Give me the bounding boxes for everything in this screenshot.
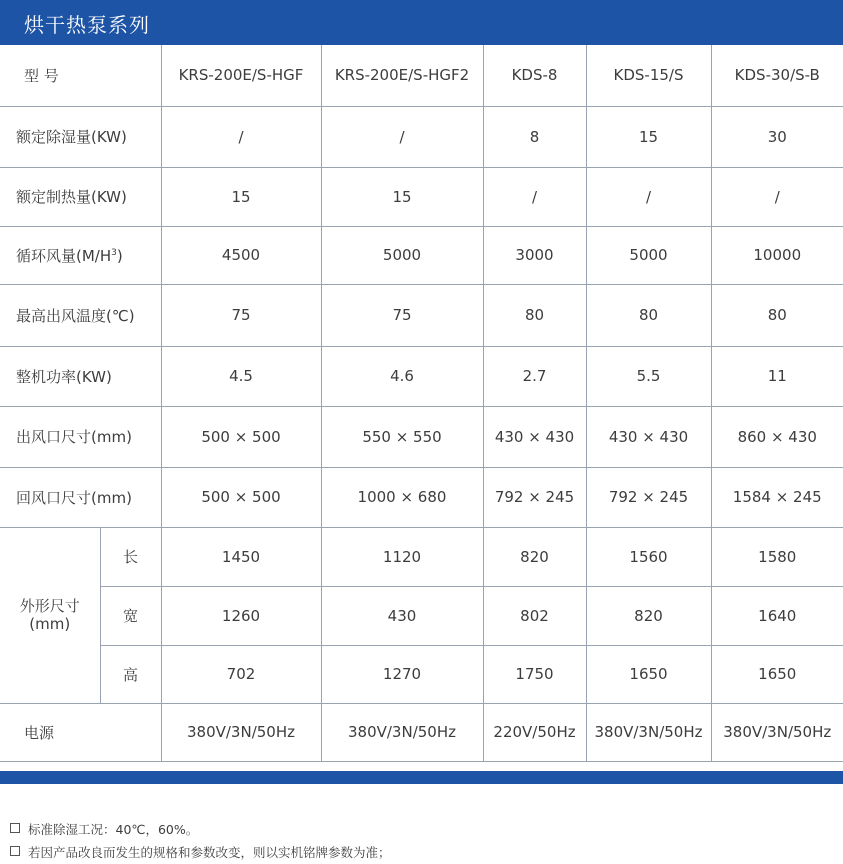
model-cell: KRS-200E/S-HGF2 bbox=[321, 45, 483, 106]
dimension-label-line2: (mm) bbox=[29, 615, 71, 633]
value-cell: 11 bbox=[711, 346, 843, 406]
value-cell: 30 bbox=[711, 106, 843, 167]
page-title: 烘干热泵系列 bbox=[24, 13, 150, 37]
model-cell: KDS-15/S bbox=[586, 45, 711, 106]
spec-table bbox=[0, 45, 843, 762]
table-row bbox=[0, 226, 843, 284]
model-cell: KDS-8 bbox=[483, 45, 586, 106]
row-label bbox=[0, 226, 161, 284]
row-label: 回风口尺寸(mm) bbox=[0, 467, 161, 527]
value-cell: 500 × 500 bbox=[161, 467, 321, 527]
value-cell: 5000 bbox=[321, 226, 483, 284]
value-cell: / bbox=[321, 106, 483, 167]
value-cell: 430 × 430 bbox=[483, 406, 586, 467]
value-cell: 1640 bbox=[711, 586, 843, 645]
model-cell: KRS-200E/S-HGF bbox=[161, 45, 321, 106]
note-item bbox=[10, 841, 391, 864]
value-cell: 15 bbox=[586, 106, 711, 167]
note-item bbox=[10, 818, 391, 841]
value-cell: / bbox=[586, 167, 711, 226]
value-cell: 4.5 bbox=[161, 346, 321, 406]
model-cell: KDS-30/S-B bbox=[711, 45, 843, 106]
row-label: 最高出风温度(℃) bbox=[0, 284, 161, 346]
value-cell: / bbox=[711, 167, 843, 226]
value-cell: 1120 bbox=[321, 527, 483, 586]
table-row bbox=[0, 406, 843, 467]
notes bbox=[10, 818, 391, 864]
dimension-row bbox=[0, 527, 843, 586]
dimension-row bbox=[0, 645, 843, 703]
value-cell: 1750 bbox=[483, 645, 586, 703]
value-cell: 1450 bbox=[161, 527, 321, 586]
value-cell: 820 bbox=[483, 527, 586, 586]
table-row bbox=[0, 106, 843, 167]
row-label: 额定除湿量(KW) bbox=[0, 106, 161, 167]
value-cell: 430 bbox=[321, 586, 483, 645]
model-row bbox=[0, 45, 843, 106]
value-cell: 5000 bbox=[586, 226, 711, 284]
row-label-text: 循环风量(M/H bbox=[16, 246, 112, 265]
value-cell: / bbox=[483, 167, 586, 226]
table-row bbox=[0, 346, 843, 406]
dimension-row bbox=[0, 586, 843, 645]
value-cell: 430 × 430 bbox=[586, 406, 711, 467]
value-cell: 1584 × 245 bbox=[711, 467, 843, 527]
checkbox-icon bbox=[10, 846, 20, 856]
value-cell: 8 bbox=[483, 106, 586, 167]
value-cell: 75 bbox=[321, 284, 483, 346]
value-cell: 380V/3N/50Hz bbox=[161, 703, 321, 761]
model-label: 型 号 bbox=[0, 45, 161, 106]
dimension-sub-label: 宽 bbox=[100, 586, 161, 645]
value-cell: 802 bbox=[483, 586, 586, 645]
dimension-sub-label: 长 bbox=[100, 527, 161, 586]
row-label: 额定制热量(KW) bbox=[0, 167, 161, 226]
value-cell: 80 bbox=[711, 284, 843, 346]
value-cell: 550 × 550 bbox=[321, 406, 483, 467]
value-cell: 15 bbox=[321, 167, 483, 226]
value-cell: 792 × 245 bbox=[586, 467, 711, 527]
value-cell: 860 × 430 bbox=[711, 406, 843, 467]
table-row bbox=[0, 284, 843, 346]
value-cell: 220V/50Hz bbox=[483, 703, 586, 761]
row-label: 整机功率(KW) bbox=[0, 346, 161, 406]
value-cell: 80 bbox=[586, 284, 711, 346]
note-text: 若因产品改良而发生的规格和参数改变，则以实机铭牌参数为准； bbox=[28, 845, 391, 860]
power-row bbox=[0, 703, 843, 761]
value-cell: 380V/3N/50Hz bbox=[711, 703, 843, 761]
page-header bbox=[0, 0, 843, 45]
value-cell: 4500 bbox=[161, 226, 321, 284]
value-cell: / bbox=[161, 106, 321, 167]
value-cell: 4.6 bbox=[321, 346, 483, 406]
table-row bbox=[0, 467, 843, 527]
value-cell: 1580 bbox=[711, 527, 843, 586]
value-cell: 2.7 bbox=[483, 346, 586, 406]
value-cell: 3000 bbox=[483, 226, 586, 284]
table-row bbox=[0, 167, 843, 226]
row-label-end: ) bbox=[116, 246, 123, 265]
value-cell: 15 bbox=[161, 167, 321, 226]
value-cell: 792 × 245 bbox=[483, 467, 586, 527]
dimension-label bbox=[0, 527, 100, 703]
row-label-sup: 3 bbox=[111, 247, 117, 258]
value-cell: 1270 bbox=[321, 645, 483, 703]
value-cell: 80 bbox=[483, 284, 586, 346]
value-cell: 1650 bbox=[586, 645, 711, 703]
value-cell: 380V/3N/50Hz bbox=[321, 703, 483, 761]
row-label: 出风口尺寸(mm) bbox=[0, 406, 161, 467]
value-cell: 702 bbox=[161, 645, 321, 703]
value-cell: 75 bbox=[161, 284, 321, 346]
power-label: 电源 bbox=[0, 703, 161, 761]
checkbox-icon bbox=[10, 823, 20, 833]
value-cell: 500 × 500 bbox=[161, 406, 321, 467]
value-cell: 1000 × 680 bbox=[321, 467, 483, 527]
value-cell: 10000 bbox=[711, 226, 843, 284]
value-cell: 380V/3N/50Hz bbox=[586, 703, 711, 761]
footer-bar bbox=[0, 771, 843, 784]
dimension-sub-label: 高 bbox=[100, 645, 161, 703]
dimension-label-line1: 外形尺寸 bbox=[19, 597, 80, 615]
value-cell: 5.5 bbox=[586, 346, 711, 406]
value-cell: 1260 bbox=[161, 586, 321, 645]
value-cell: 820 bbox=[586, 586, 711, 645]
value-cell: 1560 bbox=[586, 527, 711, 586]
value-cell: 1650 bbox=[711, 645, 843, 703]
note-text: 标准除湿工况：40℃，60%。 bbox=[28, 822, 199, 837]
